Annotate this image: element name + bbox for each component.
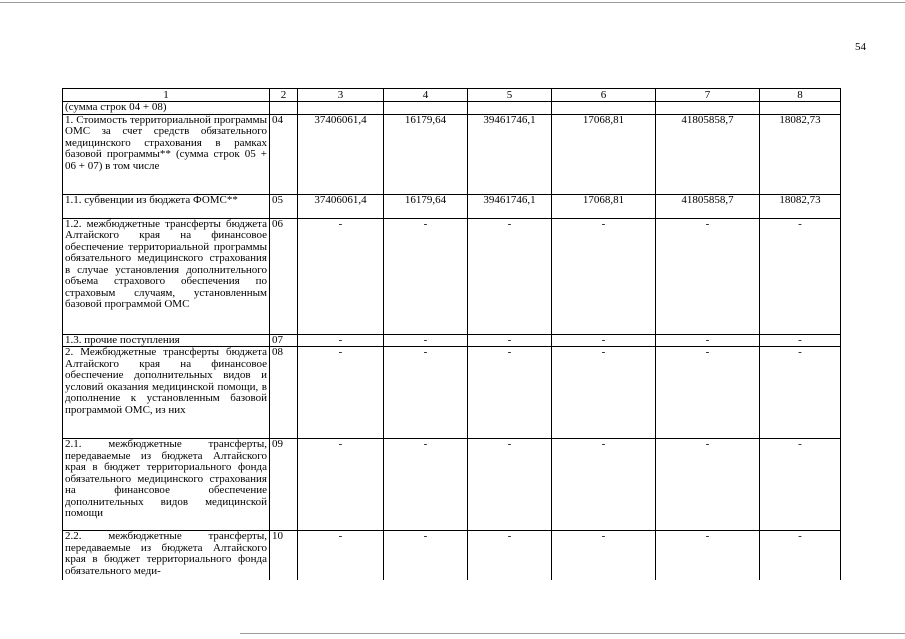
row-name: 1.1. субвенции из бюджета ФОМС** xyxy=(63,194,270,218)
value-cell: - xyxy=(760,218,841,334)
value-cell: 16179,64 xyxy=(384,114,468,194)
table-row xyxy=(63,194,841,218)
value-cell: - xyxy=(656,218,760,334)
financing-table xyxy=(62,88,841,587)
header-cell: 3 xyxy=(298,89,384,102)
value-cell: - xyxy=(468,347,552,439)
value-cell: - xyxy=(760,439,841,531)
row-code: 07 xyxy=(270,334,298,347)
scan-edge-bottom xyxy=(240,633,905,634)
value-cell: - xyxy=(468,439,552,531)
value-cell: 17068,81 xyxy=(552,194,656,218)
value-cell: - xyxy=(760,531,841,587)
row-code: 04 xyxy=(270,114,298,194)
value-cell: 18082,73 xyxy=(760,194,841,218)
value-cell: - xyxy=(760,347,841,439)
value-cell: - xyxy=(552,531,656,587)
value-cell: - xyxy=(468,218,552,334)
row-name: 1.2. межбюджетные трансферты бюджета Алтайского края на финансовое обеспечение территориальной программы обязательного медицинского страхования в случае установления дополнительного объема страхового обеспечения по страховым случаям, установленным базовой программой ОМС xyxy=(63,218,270,334)
value-cell: - xyxy=(298,334,384,347)
value-cell: - xyxy=(656,334,760,347)
table-row xyxy=(63,334,841,347)
table-row xyxy=(63,114,841,194)
value-cell: - xyxy=(468,334,552,347)
row-name: 1.3. прочие поступления xyxy=(63,334,270,347)
value-cell xyxy=(468,102,552,115)
header-row xyxy=(63,89,841,102)
value-cell: 41805858,7 xyxy=(656,114,760,194)
value-cell: - xyxy=(384,334,468,347)
value-cell: - xyxy=(552,439,656,531)
value-cell: - xyxy=(656,347,760,439)
value-cell: - xyxy=(468,531,552,587)
header-cell: 6 xyxy=(552,89,656,102)
page-number: 54 xyxy=(855,41,866,53)
header-cell: 2 xyxy=(270,89,298,102)
row-name: 2. Межбюджетные трансферты бюджета Алтайского края на финансовое обеспечение дополнительных видов и условий оказания медицинской помощи, в дополнение к установленным базовой программой ОМС, из них xyxy=(63,347,270,439)
value-cell: - xyxy=(552,334,656,347)
value-cell: - xyxy=(384,347,468,439)
page-bottom-margin xyxy=(0,580,905,639)
row-code: 09 xyxy=(270,439,298,531)
table-row xyxy=(63,102,841,115)
row-name: 2.1. межбюджетные трансферты, передаваемые из бюджета Алтайского края в бюджет территориального фонда обязательного медицинского страхования на финансовое обеспечение дополнительных видов медицинской помощи xyxy=(63,439,270,531)
value-cell: - xyxy=(298,439,384,531)
header-cell: 8 xyxy=(760,89,841,102)
value-cell: - xyxy=(384,531,468,587)
value-cell xyxy=(760,102,841,115)
scan-edge-top xyxy=(0,2,905,3)
row-name: 1. Стоимость территориальной программы ОМС за счет средств обязательного медицинского страхования в рамках базовой программы** (сумма строк 05 + 06 + 07) в том числе xyxy=(63,114,270,194)
table-row xyxy=(63,347,841,439)
value-cell: 37406061,4 xyxy=(298,114,384,194)
value-cell: - xyxy=(384,439,468,531)
value-cell: - xyxy=(656,439,760,531)
value-cell: 16179,64 xyxy=(384,194,468,218)
value-cell xyxy=(656,102,760,115)
value-cell: 39461746,1 xyxy=(468,194,552,218)
value-cell: - xyxy=(298,347,384,439)
row-code: 08 xyxy=(270,347,298,439)
value-cell xyxy=(552,102,656,115)
table-row xyxy=(63,439,841,531)
row-code: 10 xyxy=(270,531,298,587)
value-cell: 39461746,1 xyxy=(468,114,552,194)
value-cell: - xyxy=(656,531,760,587)
value-cell: - xyxy=(552,347,656,439)
value-cell: - xyxy=(552,218,656,334)
value-cell: 41805858,7 xyxy=(656,194,760,218)
table-row xyxy=(63,531,841,587)
value-cell: - xyxy=(760,334,841,347)
header-cell: 4 xyxy=(384,89,468,102)
header-cell: 1 xyxy=(63,89,270,102)
value-cell: - xyxy=(384,218,468,334)
value-cell xyxy=(298,102,384,115)
header-cell: 7 xyxy=(656,89,760,102)
row-code: 06 xyxy=(270,218,298,334)
row-code xyxy=(270,102,298,115)
row-code: 05 xyxy=(270,194,298,218)
table-row xyxy=(63,218,841,334)
value-cell: - xyxy=(298,531,384,587)
value-cell: 17068,81 xyxy=(552,114,656,194)
value-cell: - xyxy=(298,218,384,334)
value-cell: 37406061,4 xyxy=(298,194,384,218)
header-cell: 5 xyxy=(468,89,552,102)
value-cell xyxy=(384,102,468,115)
row-name: (сумма строк 04 + 08) xyxy=(63,102,270,115)
value-cell: 18082,73 xyxy=(760,114,841,194)
row-name: 2.2. межбюджетные трансферты, передаваемые из бюджета Алтайского края в бюджет территориального фонда обязательного меди- xyxy=(63,531,270,587)
